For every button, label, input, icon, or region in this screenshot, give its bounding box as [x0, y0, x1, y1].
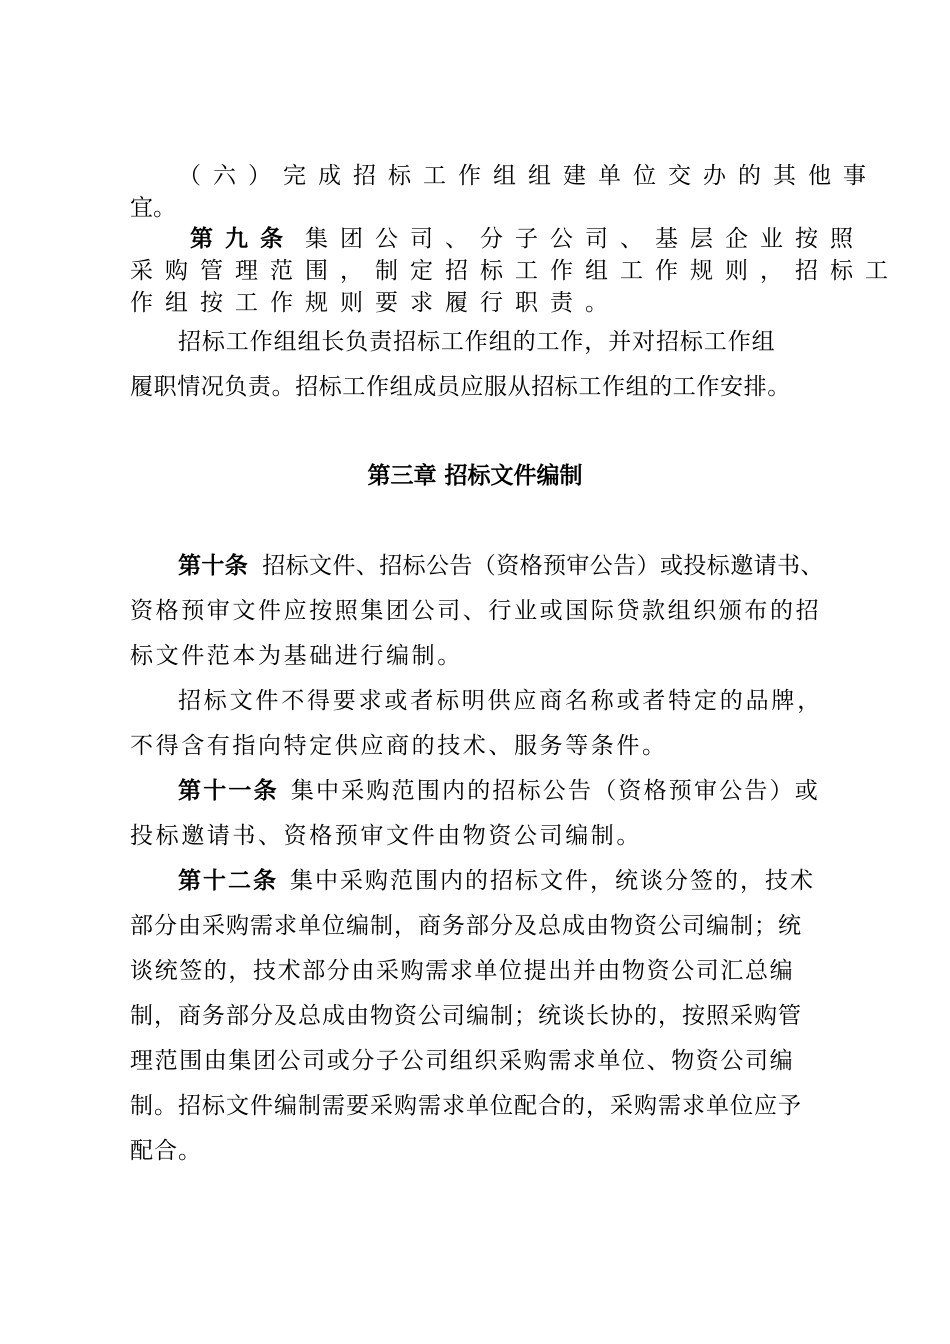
art11-label: 第十一条 [178, 777, 279, 804]
art10-para2-line1: 招标文件不得要求或者标明供应商名称或者特定的品牌， [178, 688, 823, 714]
art9-line3: 作组按工作规则要求履行职责。 [130, 290, 620, 316]
art9-label: 第九条 [190, 225, 295, 252]
art12-text: 集中采购范围内的招标文件，统谈分签的，技术 [290, 868, 815, 894]
art11-text: 集中采购范围内的招标公告（资格预审公告）或 [290, 778, 821, 804]
leader-paragraph-line1: 招标工作组组长负责招标工作组的工作，并对招标工作组 [178, 329, 776, 355]
item6-line1: （六）完成招标工作组组建单位交办的其他事 [178, 163, 878, 189]
art12-line3: 谈统签的，技术部分由采购需求单位提出并由物资公司汇总编 [130, 958, 795, 984]
art11-line1 [178, 775, 820, 807]
art10-text: 招标文件、招标公告（资格预审公告）或投标邀请书、 [262, 553, 824, 579]
art11-line2: 投标邀请书、资格预审文件由物资公司编制。 [130, 823, 642, 849]
item6-line2: 宜。 [130, 195, 176, 221]
art12-line5: 理范围由集团公司或分子公司组织采购需求单位、物资公司编 [130, 1048, 795, 1074]
art12-line2: 部分由采购需求单位编制，商务部分及总成由物资公司编制；统 [130, 913, 802, 939]
art12-line7: 配合。 [130, 1138, 202, 1164]
art9-line1 [190, 223, 865, 255]
art10-line3: 标文件范本为基础进行编制。 [130, 643, 463, 669]
chapter-title: 第三章 招标文件编制 [367, 462, 583, 489]
art12-line1 [178, 865, 815, 897]
art10-line1 [178, 550, 824, 582]
art12-line4: 制，商务部分及总成由物资公司编制；统谈长协的，按照采购管 [130, 1003, 802, 1029]
art9-line2: 采购管理范围，制定招标工作组工作规则，招标工 [130, 258, 900, 284]
art10-para2-line2: 不得含有指向特定供应商的技术、服务等条件。 [130, 733, 668, 759]
art12-label: 第十二条 [178, 867, 278, 894]
art10-label: 第十条 [178, 552, 249, 579]
art10-line2: 资格预审文件应按照集团公司、行业或国际贷款组织颁布的招 [130, 598, 822, 624]
art9-text: 集团公司、分子公司、基层企业按照 [305, 226, 865, 252]
leader-paragraph-line2: 履职情况负责。招标工作组成员应服从招标工作组的工作安排。 [130, 374, 791, 400]
art12-line6: 制。招标文件编制需要采购需求单位配合的，采购需求单位应予 [130, 1093, 802, 1119]
